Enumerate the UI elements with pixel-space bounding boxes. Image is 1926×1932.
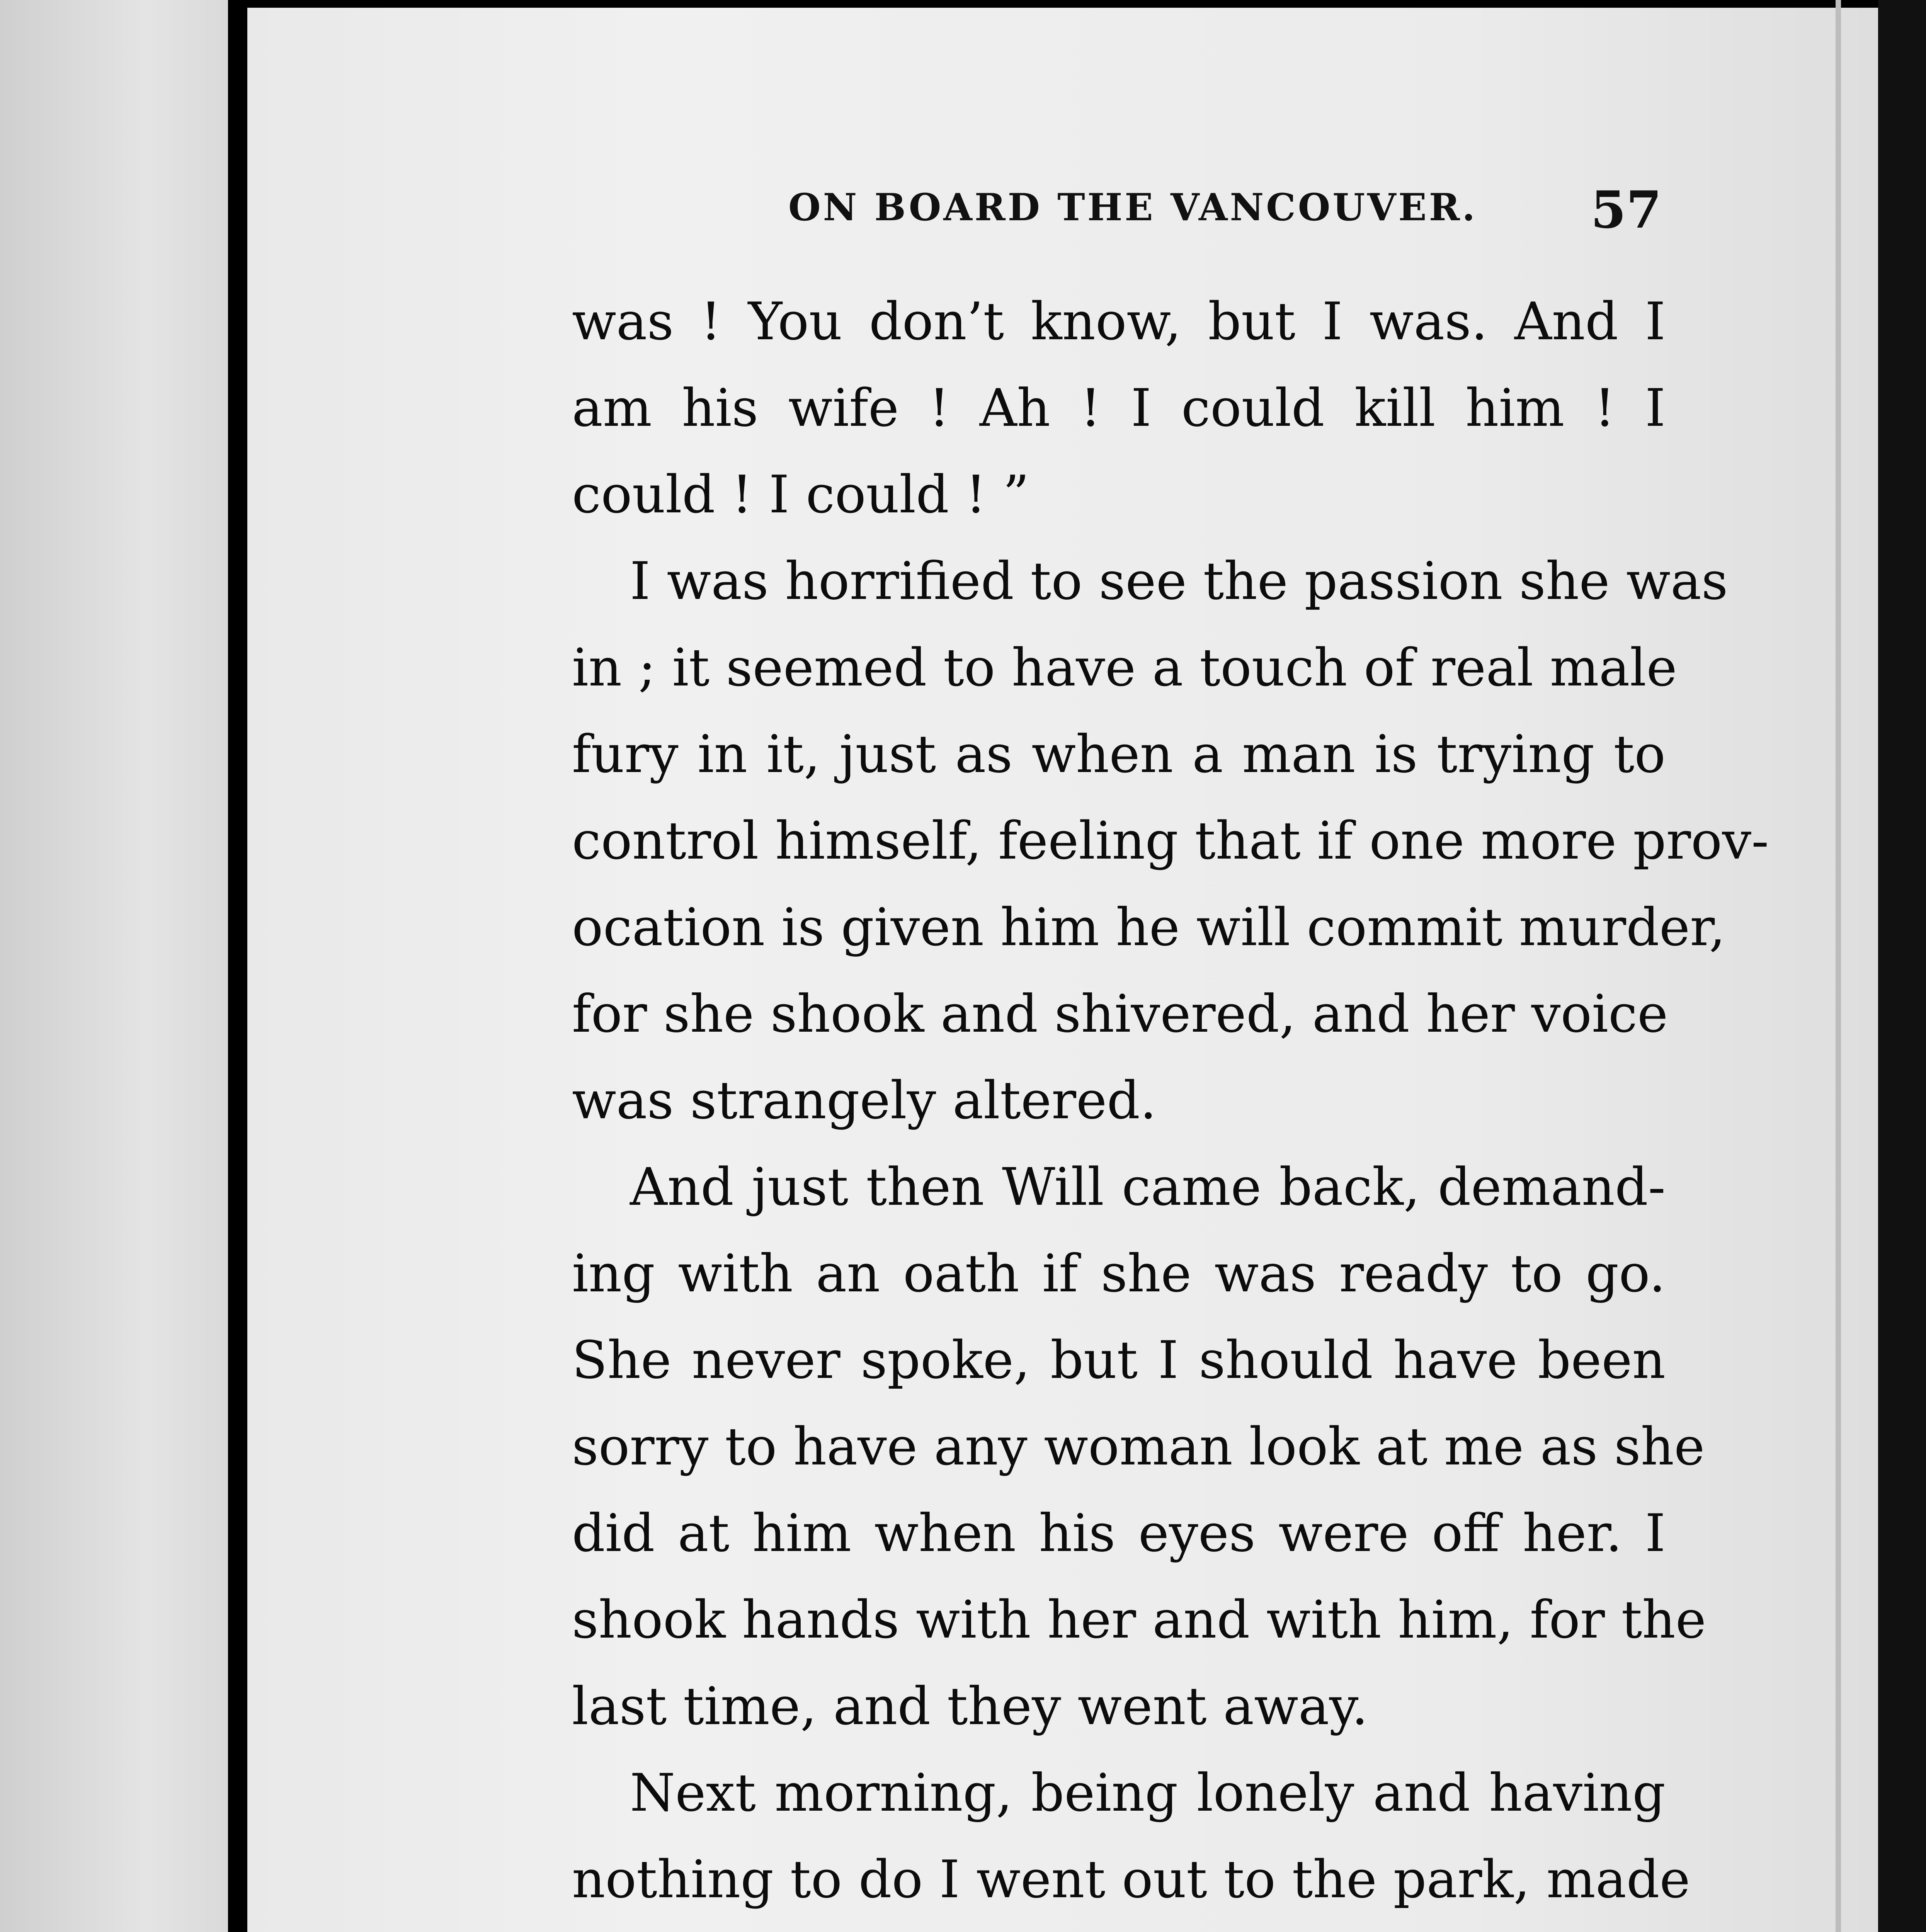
text-line: I was horrified to see the passion she was xyxy=(630,551,1728,611)
page-number: 57 xyxy=(1591,180,1662,240)
text-line: ocation is given him he will commit murder, xyxy=(572,897,1726,957)
text-line: could ! I could ! ” xyxy=(572,464,1029,525)
text-line xyxy=(572,1923,1666,1932)
text-line: was strangely altered. xyxy=(572,1070,1157,1131)
facing-page-edge xyxy=(0,0,243,1932)
text-line: last time, and they went away. xyxy=(572,1676,1368,1736)
text-line: And just then Will came back, demand- xyxy=(630,1157,1666,1217)
text-line: in ; it seemed to have a touch of real male xyxy=(572,638,1677,698)
page-edge xyxy=(1836,0,1841,1932)
text-line: ing with an oath if she was ready to go. xyxy=(572,1243,1666,1304)
running-head: ON BOARD THE VANCOUVER. xyxy=(788,185,1477,229)
text-line: Next morning, being lonely and having xyxy=(630,1763,1666,1823)
text-line: sorry to have any woman look at me as she xyxy=(572,1417,1705,1477)
text-line: for she shook and shivered, and her voice xyxy=(572,984,1668,1044)
right-border xyxy=(1878,0,1926,1932)
text-line: control himself, feeling that if one more prov- xyxy=(572,811,1769,871)
gutter-shadow xyxy=(228,0,247,1932)
text-line: did at him when his eyes were off her. I xyxy=(572,1503,1666,1563)
page-header xyxy=(788,180,1662,247)
text-line: nothing to do I went out to the park, made xyxy=(572,1849,1690,1910)
text-line: shook hands with her and with him, for the xyxy=(572,1590,1707,1650)
text-line: fury in it, just as when a man is trying to xyxy=(572,724,1666,784)
text-line: am his wife ! Ah ! I could kill him ! I xyxy=(572,378,1666,438)
text-line: was ! You don’t know, but I was. And I xyxy=(572,291,1666,352)
body-text xyxy=(572,278,1769,1932)
text-line: She never spoke, but I should have been xyxy=(572,1330,1666,1390)
